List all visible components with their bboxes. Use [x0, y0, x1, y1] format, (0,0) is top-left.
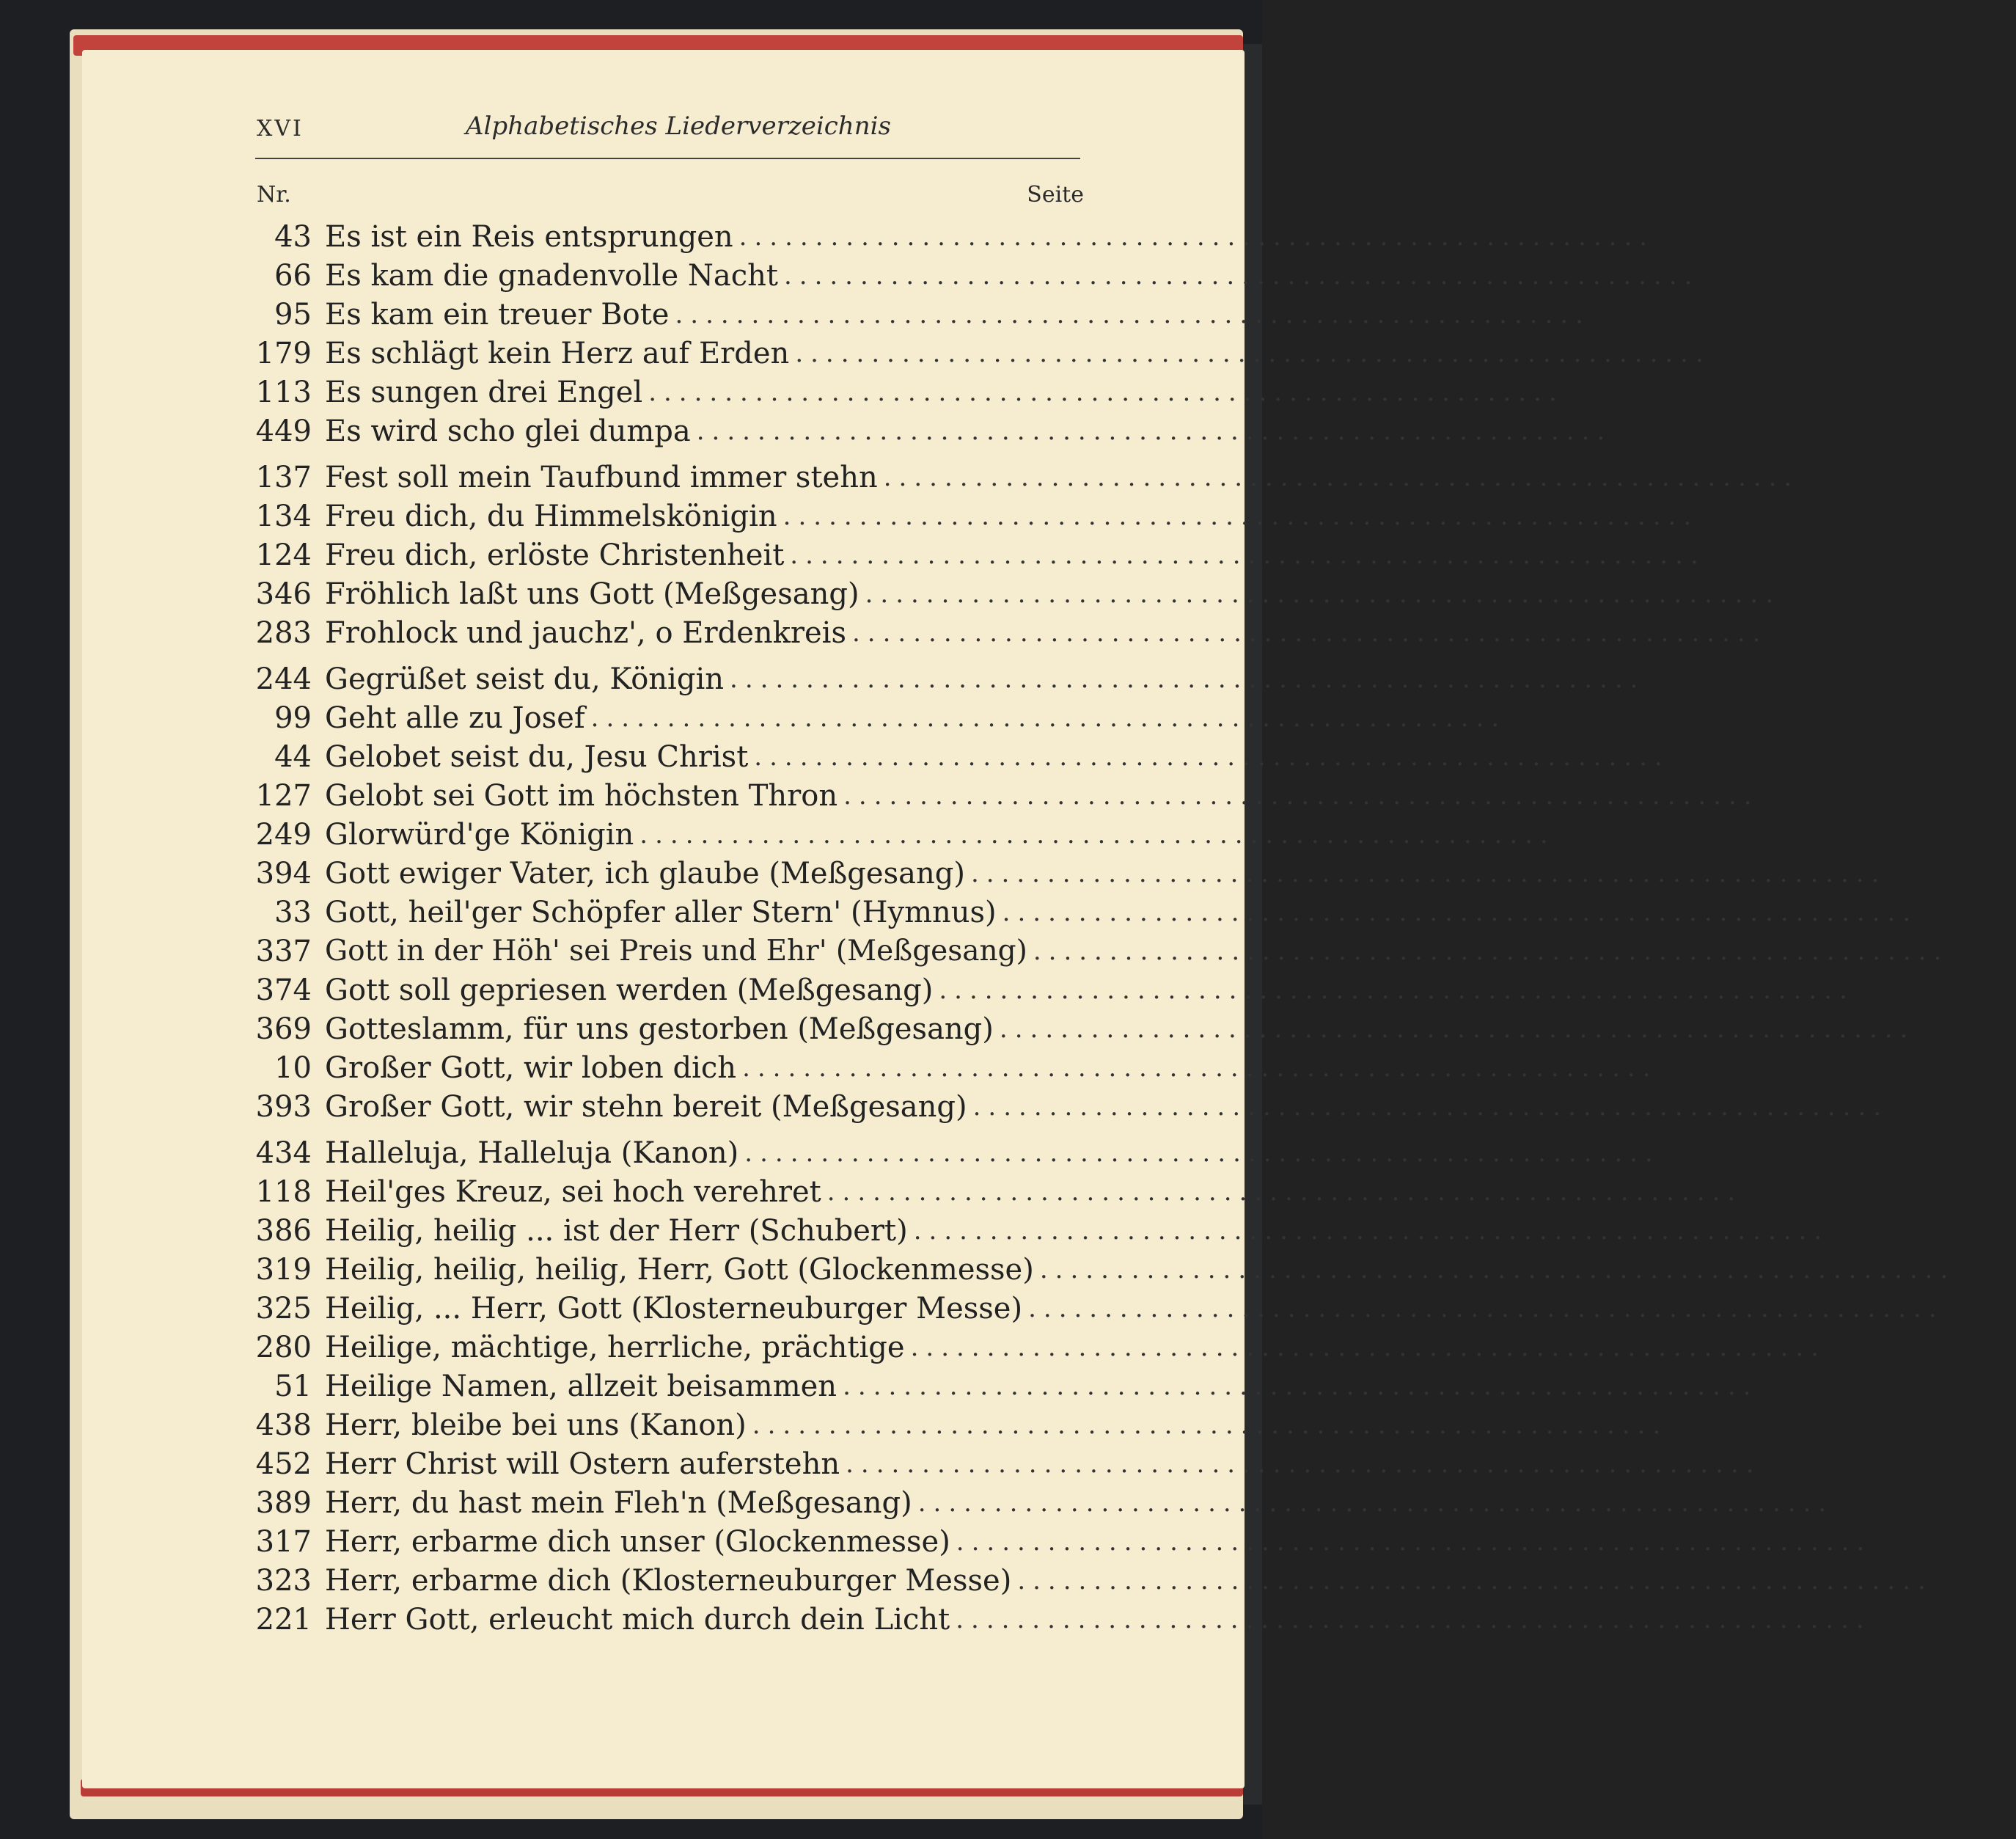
entry-number: 394 — [255, 856, 312, 891]
entry-number: 449 — [255, 414, 312, 448]
entry-page-number: 569 — [1891, 856, 1947, 891]
entry-title: Gelobet seist du, Jesu Christ — [325, 739, 749, 774]
entry-title: Großer Gott, wir stehn bereit (Meßgesang) — [325, 1089, 967, 1124]
entry-page-number: 523 — [1937, 1563, 1994, 1598]
entry-number: 393 — [255, 1089, 312, 1124]
entry-title: Gott soll gepriesen werden (Meßgesang) — [325, 973, 934, 1007]
list-item — [253, 1172, 1803, 1211]
entry-number: 337 — [255, 934, 312, 968]
dot-leader: ............................................................ — [590, 703, 1507, 733]
entry-number: 118 — [255, 1174, 312, 1209]
dot-leader: ............................................................ — [783, 260, 1700, 290]
dot-leader: ............................................................ — [742, 1053, 1658, 1083]
entry-number: 66 — [274, 258, 312, 293]
dot-leader: ............................................................ — [865, 579, 1781, 609]
entry-page-number: 47 — [1922, 895, 1960, 929]
list-item — [253, 1328, 1887, 1367]
list-item — [253, 932, 2009, 970]
list-item — [253, 217, 1697, 256]
list-item — [253, 1087, 1949, 1126]
entry-number: 43 — [274, 219, 312, 254]
entry-page-number: 511 — [1876, 1524, 1932, 1559]
entry-title: Heilige Namen, allzeit beisammen — [325, 1369, 837, 1403]
entry-title: Es kam ein treuer Bote — [325, 297, 670, 332]
dot-leader: ............................................................ — [917, 1488, 1834, 1518]
list-item — [253, 1561, 1994, 1600]
entry-page-number: 426 — [1830, 1330, 1887, 1364]
dot-leader: ............................................................ — [1033, 936, 1949, 966]
dot-leader: ............................................................ — [675, 299, 1591, 329]
entry-title: Freu dich, du Himmelskönigin — [325, 499, 777, 533]
column-heading-seite: Seite — [1027, 182, 1084, 208]
list-item — [253, 1133, 1721, 1172]
list-item — [253, 535, 1767, 574]
entry-page-number: 162 — [1568, 375, 1625, 409]
list-item — [253, 458, 1860, 497]
entry-title: Herr, erbarme dich (Klosterneuburger Messe) — [325, 1563, 1012, 1598]
entry-page-number: 545 — [1785, 577, 1841, 611]
dot-leader: ............................................................ — [639, 819, 1555, 849]
entry-number: 389 — [255, 1485, 312, 1520]
entry-page-number: 374 — [1559, 817, 1616, 852]
entry-page-number: 564 — [1858, 973, 1916, 1007]
list-item — [253, 256, 1742, 295]
entry-number: 438 — [255, 1408, 312, 1442]
entry-number: 124 — [255, 538, 312, 572]
entry-title: Großer Gott, wir loben dich — [325, 1050, 737, 1085]
column-headings — [257, 182, 1084, 211]
list-item — [253, 1009, 1976, 1048]
dot-leader: ............................................................ — [648, 377, 1564, 407]
entry-page-number: 67 — [1659, 219, 1697, 254]
entry-title: Gelobt sei Gott im höchsten Thron — [325, 778, 838, 813]
entry-page-number: 328 — [1875, 1602, 1932, 1637]
entry-page-number: 568 — [1838, 1485, 1894, 1520]
list-item — [253, 1367, 1800, 1405]
dot-leader: ............................................................ — [1002, 897, 1918, 927]
entry-number: 33 — [274, 895, 312, 929]
list-item — [253, 1600, 1932, 1639]
entry-page-number: 88 — [1704, 258, 1742, 293]
entry-page-number: 615 — [1664, 1136, 1721, 1170]
entry-title: Es wird scho glei dumpa — [325, 414, 691, 448]
entry-page-number: 15 — [1662, 1050, 1700, 1085]
entry-title: Glorwürd'ge Königin — [325, 817, 634, 852]
entry-page-number: 201 — [1763, 778, 1819, 813]
dot-leader: ............................................................ — [843, 1371, 1759, 1401]
list-item — [253, 1250, 2016, 1289]
entry-title: Heilig, heilig ... ist der Herr (Schubert) — [325, 1213, 908, 1248]
entry-page-number: 429 — [1772, 615, 1828, 650]
dot-leader: ............................................................ — [795, 338, 1711, 368]
entry-page-number: 567 — [1833, 1213, 1890, 1248]
page-folio: XVI — [257, 116, 304, 142]
entry-number: 134 — [255, 499, 312, 533]
entry-number: 319 — [255, 1252, 312, 1287]
entry-title: Herr Christ will Ostern auferstehn — [325, 1447, 840, 1481]
entry-page-number: 214 — [1803, 460, 1860, 494]
list-item — [253, 698, 1567, 737]
list-item — [253, 1444, 1822, 1483]
page-header — [257, 110, 1085, 154]
dot-leader: ............................................................ — [972, 1092, 1889, 1122]
entry-number: 434 — [255, 1136, 312, 1170]
entry-page-number: 181 — [1747, 1174, 1803, 1209]
dot-leader: ............................................................ — [782, 501, 1699, 531]
list-item — [253, 574, 1841, 613]
list-item — [253, 1289, 2004, 1328]
list-item — [253, 334, 1772, 373]
dot-leader: ............................................................ — [939, 975, 1855, 1005]
entry-number: 44 — [274, 739, 312, 774]
entry-page-number: 617 — [1672, 1408, 1729, 1442]
list-item — [253, 613, 1828, 652]
entry-number: 386 — [255, 1213, 312, 1248]
dot-leader: ............................................................ — [913, 1215, 1830, 1246]
entry-number: 369 — [255, 1012, 312, 1046]
entry-title: Gotteslamm, für uns gestorben (Meßgesang) — [325, 1012, 994, 1046]
entry-title: Halleluja, Halleluja (Kanon) — [325, 1136, 739, 1170]
dot-leader: ............................................................ — [730, 664, 1646, 694]
entry-number: 325 — [255, 1291, 312, 1326]
entry-title: Gegrüßet seist du, Königin — [325, 662, 725, 696]
dot-leader: ............................................................ — [754, 742, 1670, 772]
entry-page-number: 144 — [1511, 701, 1567, 735]
dot-leader: ............................................................ — [843, 780, 1759, 811]
song-index-list — [253, 217, 2016, 1639]
entry-title: Gott in der Höh' sei Preis und Ehr' (Meßgesang) — [325, 935, 1027, 968]
dot-leader: ............................................................ — [826, 1177, 1743, 1207]
entry-number: 179 — [255, 336, 312, 370]
entry-page-number: 539 — [1953, 934, 2009, 968]
dot-leader: ............................................................ — [1039, 1254, 1956, 1284]
list-item — [253, 412, 1673, 450]
entry-number: 317 — [255, 1524, 312, 1559]
dot-leader: ............................................................ — [910, 1332, 1827, 1362]
list-item — [253, 497, 1759, 535]
entry-title: Herr, du hast mein Fleh'n (Meßgesang) — [325, 1485, 912, 1520]
entry-title: Fröhlich laßt uns Gott (Meßgesang) — [325, 577, 859, 611]
entry-number: 323 — [255, 1563, 312, 1598]
dot-leader: ............................................................ — [752, 1410, 1668, 1440]
entry-number: 221 — [255, 1602, 312, 1637]
entry-page-number: 632 — [1765, 1447, 1822, 1481]
entry-page-number: 628 — [1616, 414, 1673, 448]
entry-title: Heilig, heilig, heilig, Herr, Gott (Glockenmesse) — [325, 1252, 1034, 1287]
list-item — [253, 854, 1947, 893]
entry-page-number: 560 — [1919, 1012, 1976, 1046]
dot-leader: ............................................................ — [790, 540, 1706, 570]
entry-page-number: 524 — [1948, 1291, 2004, 1326]
dot-leader: ............................................................ — [738, 222, 1655, 252]
entry-number: 244 — [255, 662, 312, 696]
entry-title: Geht alle zu Josef — [325, 701, 585, 735]
dot-leader: ............................................................ — [883, 462, 1800, 492]
list-item — [253, 1211, 1890, 1250]
entry-title: Frohlock und jauchz', o Erdenkreis — [325, 615, 846, 650]
dot-leader: ............................................................ — [956, 1527, 1872, 1557]
list-item — [253, 970, 1916, 1009]
entry-title: Heilige, mächtige, herrliche, prächtige — [325, 1330, 905, 1364]
list-item — [253, 295, 1652, 334]
dot-leader: ............................................................ — [970, 858, 1887, 888]
entry-title: Es kam die gnadenvolle Nacht — [325, 258, 778, 293]
list-item — [253, 893, 1960, 932]
list-item — [253, 659, 1706, 698]
entry-title: Gott ewiger Vater, ich glaube (Meßgesang) — [325, 856, 965, 891]
entry-number: 99 — [274, 701, 312, 735]
column-heading-nr: Nr. — [257, 182, 291, 208]
list-item — [253, 737, 1712, 776]
entry-title: Es sungen drei Engel — [325, 375, 643, 409]
entry-number: 127 — [255, 778, 312, 813]
entry-title: Herr, bleibe bei uns (Kanon) — [325, 1408, 747, 1442]
entry-number: 452 — [255, 1447, 312, 1481]
entry-title: Herr Gott, erleucht mich durch dein Licht — [325, 1602, 950, 1637]
entry-title: Es schlägt kein Herz auf Erden — [325, 336, 790, 370]
running-title: Alphabetisches Liederverzeichnis — [466, 111, 891, 141]
entry-title: Fest soll mein Taufbund immer stehn — [325, 460, 878, 494]
entry-number: 137 — [255, 460, 312, 494]
entry-number: 374 — [255, 973, 312, 1007]
list-item — [253, 1483, 1894, 1522]
list-item — [253, 776, 1819, 815]
header-rule — [255, 158, 1080, 159]
entry-number: 283 — [255, 615, 312, 650]
entry-page-number: 569 — [1893, 1089, 1949, 1124]
dot-leader: ............................................................ — [1017, 1565, 1933, 1595]
entry-title: Heilig, ... Herr, Gott (Klosterneuburger Messe) — [325, 1291, 1023, 1326]
dot-leader: ............................................................ — [696, 416, 1613, 446]
dot-leader: ............................................................ — [846, 1449, 1762, 1479]
entry-title: Es ist ein Reis entsprungen — [325, 219, 733, 254]
entry-page-number: 207 — [1703, 499, 1759, 533]
dot-leader: ............................................................ — [1028, 1293, 1944, 1323]
entry-number: 249 — [255, 817, 312, 852]
list-item — [253, 815, 1616, 854]
entry-title: Herr, erbarme dich unser (Glockenmesse) — [325, 1524, 950, 1559]
entry-number: 10 — [274, 1050, 312, 1085]
entry-number: 280 — [255, 1330, 312, 1364]
dot-leader: ............................................................ — [744, 1138, 1660, 1168]
entry-page-number: 280 — [1715, 336, 1772, 370]
entry-page-number: 67 — [1674, 739, 1712, 774]
entry-number: 95 — [274, 297, 312, 332]
list-item — [253, 1048, 1700, 1087]
entry-title: Heil'ges Kreuz, sei hoch verehret — [325, 1174, 821, 1209]
entry-page-number: 199 — [1709, 538, 1767, 572]
dot-leader: ............................................................ — [851, 618, 1768, 648]
entry-title: Freu dich, erlöste Christenheit — [325, 538, 785, 572]
list-item — [253, 1405, 1729, 1444]
entry-page-number: 517 — [1960, 1252, 2016, 1287]
dot-leader: ............................................................ — [999, 1014, 1916, 1044]
entry-number: 51 — [274, 1369, 312, 1403]
entry-number: 346 — [255, 577, 312, 611]
entry-page-number: 138 — [1594, 297, 1652, 332]
list-item — [253, 373, 1625, 412]
entry-page-number: 74 — [1762, 1369, 1800, 1403]
dot-leader: ............................................................ — [956, 1604, 1872, 1634]
entry-title: Gott, heil'ger Schöpfer aller Stern' (Hymnus) — [325, 895, 997, 929]
entry-page-number: 366 — [1649, 662, 1706, 696]
entry-number: 113 — [255, 375, 312, 409]
list-item — [253, 1522, 1932, 1561]
